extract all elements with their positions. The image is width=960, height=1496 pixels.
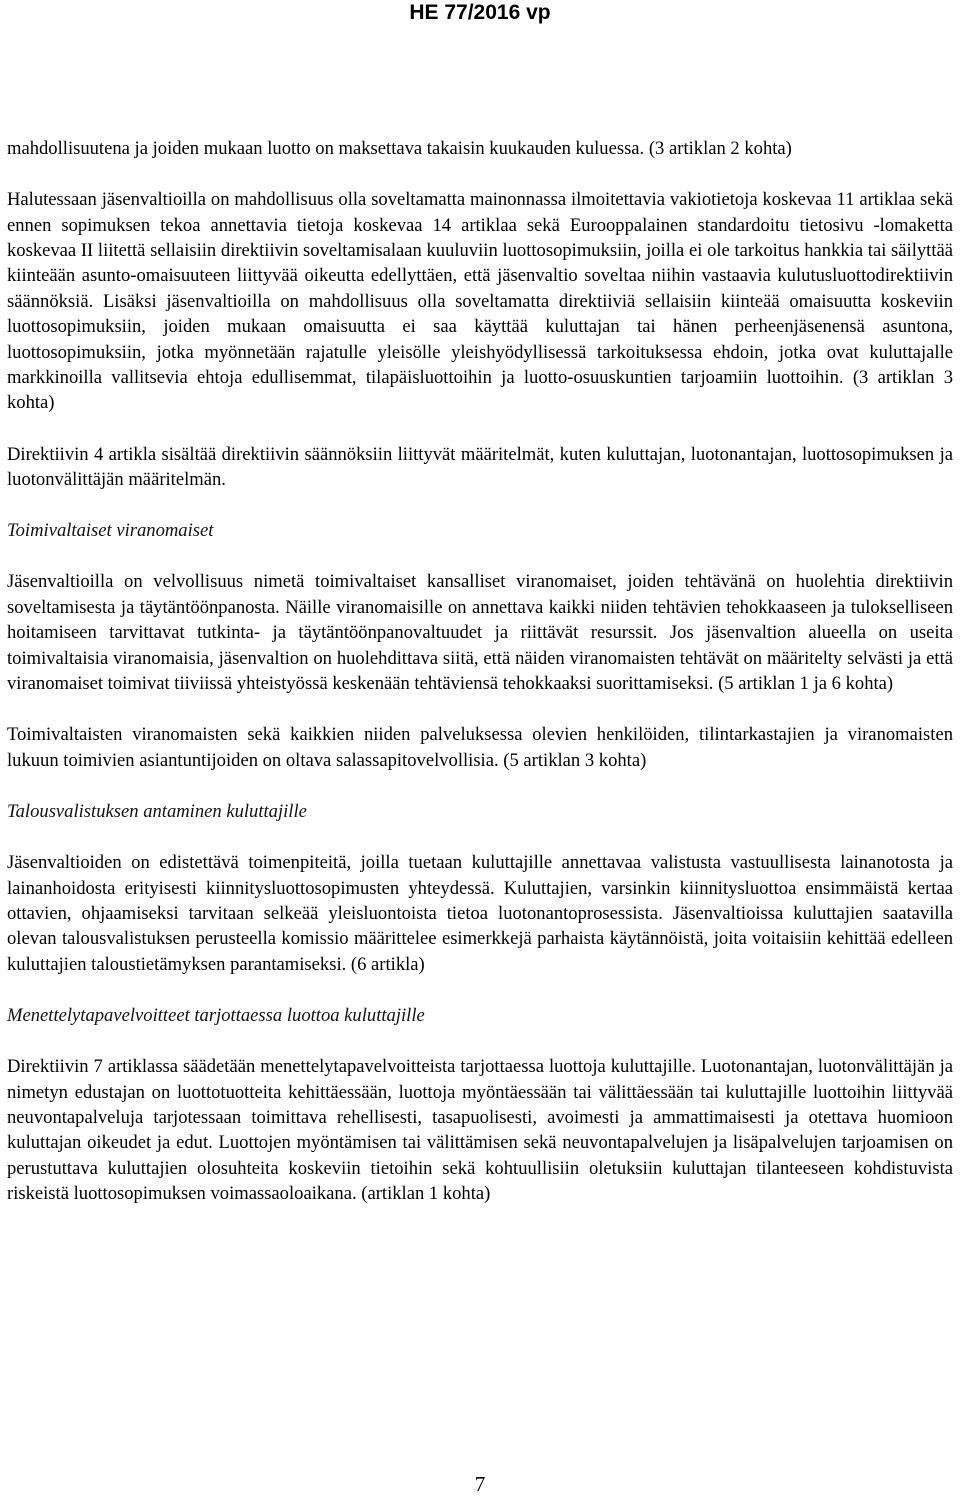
section-heading: Talousvalistuksen antaminen kuluttajille bbox=[7, 800, 307, 822]
paragraph: Halutessaan jäsenvaltioilla on mahdollisuus olla soveltamatta mainonnassa ilmoitettavia vakiotietoja koskevaa 11 artiklaa sekä ennen sopimuksen tekoa annettavia tietoja koskevaa 14 artiklaa sekä Eurooppalainen standardoitu tietosivu -lomaketta koskevaa II liitettä sellaisiin direktiivin soveltamisalaan kuuluviin luottosopimuksiin, joilla ei ole tarkoitus hankkia tai säilyttää kiinteään asunto-omaisuuteen liittyvää oikeutta edellyttäen, että jäsenvaltio soveltaa niihin vastaavia kulutusluottodirektiivin säännöksiä. Lisäksi jäsenvaltioilla on mahdollisuus olla soveltamatta direktiiviä sellaisiin kiinteää omaisuutta koskeviin luottosopimuksiin, joiden mukaan omaisuutta ei saa käyttää kuluttajan tai hänen perheenjäsenensä asuntona, luottosopimuksiin, jotka myönnetään rajatulle yleisölle yleishyödyllisessä tarkoituksessa ehdoin, jotka ovat kuluttajalle markkinoilla vallitsevia ehtoja edullisemmat, tilapäisluottoihin ja luotto-osuuskuntien tarjoamiin luottoihin. (3 artiklan 3 kohta) bbox=[7, 189, 953, 414]
paragraph: mahdollisuutena ja joiden mukaan luotto on maksettava takaisin kuukauden kuluessa. (3 artiklan 2 kohta) bbox=[7, 138, 792, 159]
section-heading: Menettelytapavelvoitteet tarjottaessa luottoa kuluttajille bbox=[7, 1004, 425, 1026]
paragraph: Direktiivin 7 artiklassa säädetään menettelytapavelvoitteista tarjottaessa luottoja kuluttajille. Luotonantajan, luotonvälittäjän ja nimetyn edustajan on luottotuotteita kehittäessään, luottoja myöntäessään tai välittäessään tai kuluttajille luottoihin liittyvää neuvontapalveluja tarjotessaan toimittava rehellisesti, tasapuolisesti, avoimesti ja ammattimaisesti ja otettava huomioon kuluttajan oikeudet ja edut. Luottojen myöntämisen tai välittämisen sekä neuvontapalvelujen ja lisäpalvelujen tarjoamisen on perustuttava kuluttajien olosuhteita koskeviin tietoihin sekä kohtuullisiin oletuksiin kuluttajan tilanteeseen kohdistuvista riskeistä luottosopimuksen voimassaoloaikana. (artiklan 1 kohta) bbox=[7, 1056, 953, 1205]
section-heading: Toimivaltaiset viranomaiset bbox=[7, 520, 214, 542]
document-header: HE 77/2016 vp bbox=[409, 1, 551, 24]
paragraph: Direktiivin 4 artikla sisältää direktiivin säännöksiin liittyvät määritelmät, kuten kuluttajan, luotonantajan, luottosopimuksen ja luotonvälittäjän määritelmän. bbox=[7, 443, 953, 491]
paragraph: Jäsenvaltioiden on edistettävä toimenpiteitä, joilla tuetaan kuluttajille annettavaa valistusta vastuullisesta lainanotosta ja lainanhoidosta erityisesti kiinnitysluottosopimusten yhteydessä. Kuluttajien, varsinkin kiinnitysluottoa ensimmäistä kertaa ottavien, ohjaamiseksi tarvitaan selkeää yleisluontoista tietoa luotonantoprosessista. Jäsenvaltioissa kuluttajien saatavilla olevan talousvalistuksen perusteella komissio määrittelee esimerkkejä parhaista käytännöistä, joita voitaisiin kehittää edelleen kuluttajien taloustietämyksen parantamiseksi. (6 artikla) bbox=[7, 852, 953, 975]
paragraph: Toimivaltaisten viranomaisten sekä kaikkien niiden palveluksessa olevien henkilöiden, tilintarkastajien ja viranomaisten lukuun toimivien asiantuntijoiden on oltava salassapitovelvollisia. (5 artiklan 3 kohta) bbox=[7, 724, 953, 771]
page-number: 7 bbox=[474, 1472, 486, 1496]
document-body bbox=[7, 136, 953, 1232]
paragraph: Jäsenvaltioilla on velvollisuus nimetä toimivaltaiset kansalliset viranomaiset, joiden tehtävänä on huolehtia direktiivin soveltamisesta ja täytäntöönpanosta. Näille viranomaisille on annettava kaikki niiden tehtävien tehokkaaseen ja tulokselliseen hoitamiseen tarvittavat tutkinta- ja täytäntöönpanovaltuudet ja riittävät resurssit. Jos jäsenvaltion alueella on useita toimivaltaisia viranomaisia, jäsenvaltion on huolehdittava siitä, että näiden viranomaisten tehtävät on määritelty selvästi ja että viranomaiset toimivat tiiviissä yhteistyössä keskenään tehtäviensä tehokkaaksi suorittamiseksi. (5 artiklan 1 ja 6 kohta) bbox=[7, 571, 953, 695]
